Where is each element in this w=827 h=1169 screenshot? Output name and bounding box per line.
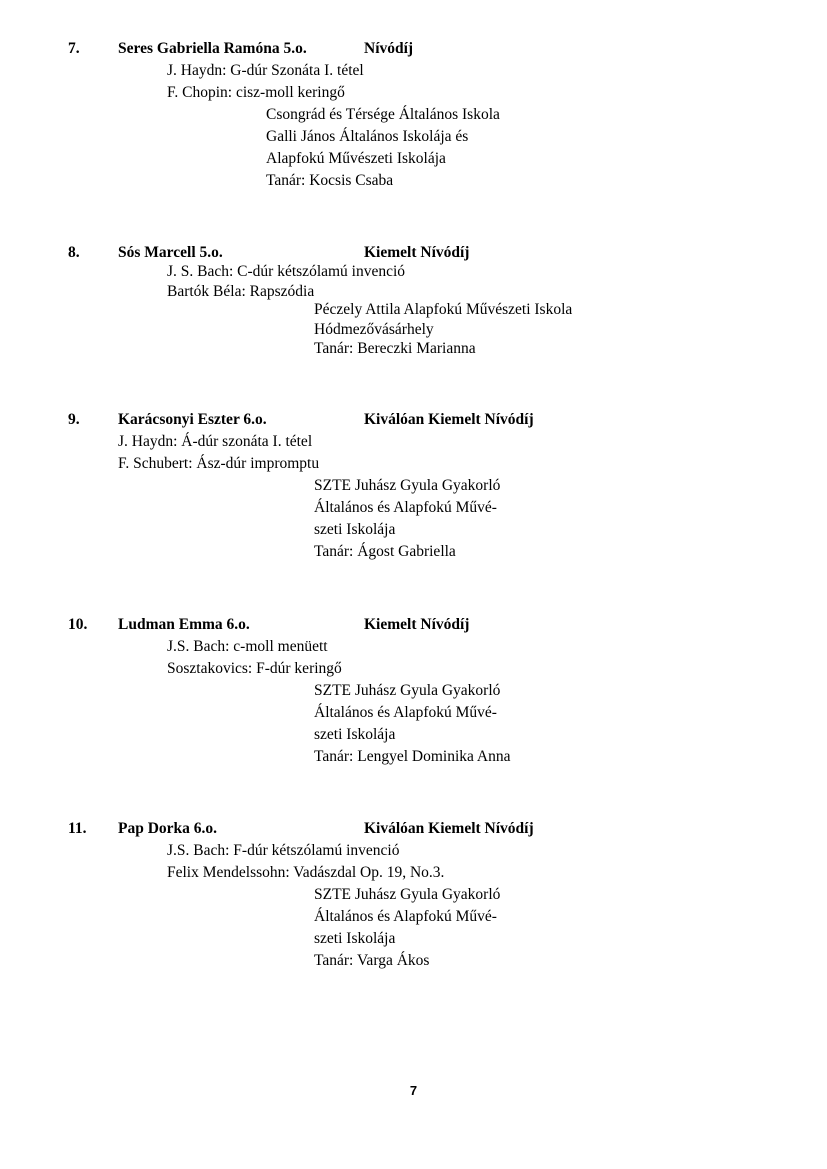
teacher: Tanár: Lengyel Dominika Anna [314,748,511,765]
school-line: Csongrád és Térsége Általános Iskola [266,106,500,123]
school-line: szeti Iskolája [314,930,396,947]
entry-number: 9. [68,411,80,428]
school-line: szeti Iskolája [314,726,396,743]
student-name: Sós Marcell 5.o. [118,244,223,261]
award: Kiemelt Nívódíj [364,616,470,633]
student-name: Seres Gabriella Ramóna 5.o. [118,40,307,57]
piece: Felix Mendelssohn: Vadászdal Op. 19, No.3. [167,864,445,881]
school-line: Galli János Általános Iskolája és [266,128,469,145]
school-line: SZTE Juhász Gyula Gyakorló [314,477,501,494]
teacher: Tanár: Varga Ákos [314,952,430,969]
teacher: Tanár: Ágost Gabriella [314,543,456,560]
school-line: Általános és Alapfokú Művé- [314,908,497,925]
entry-number: 8. [68,244,80,261]
entry-number: 11. [68,820,87,837]
student-name: Karácsonyi Eszter 6.o. [118,411,267,428]
piece: J.S. Bach: F-dúr kétszólamú invenció [167,842,400,859]
teacher: Tanár: Bereczki Marianna [314,340,476,357]
school-line: Általános és Alapfokú Művé- [314,499,497,516]
entry-number: 10. [68,616,88,633]
entry-number: 7. [68,40,80,57]
school-line: SZTE Juhász Gyula Gyakorló [314,682,501,699]
piece: J.S. Bach: c-moll menüett [167,638,328,655]
award: Kiválóan Kiemelt Nívódíj [364,411,534,428]
school-line: Általános és Alapfokú Művé- [314,704,497,721]
teacher: Tanár: Kocsis Csaba [266,172,394,189]
piece: Sosztakovics: F-dúr keringő [167,660,342,677]
award: Kiválóan Kiemelt Nívódíj [364,820,534,837]
school-line: Alapfokú Művészeti Iskolája [266,150,446,167]
piece: Bartók Béla: Rapszódia [167,283,315,300]
student-name: Ludman Emma 6.o. [118,616,250,633]
award: Kiemelt Nívódíj [364,244,470,261]
award: Nívódíj [364,40,414,57]
piece: F. Schubert: Ász-dúr impromptu [118,455,320,472]
piece: F. Chopin: cisz-moll keringő [167,84,345,101]
school-line: Hódmezővásárhely [314,321,434,338]
student-name: Pap Dorka 6.o. [118,820,218,837]
piece: J. Haydn: Á-dúr szonáta I. tétel [118,433,313,450]
page-number: 7 [409,1083,418,1098]
school-line: SZTE Juhász Gyula Gyakorló [314,886,501,903]
school-line: Péczely Attila Alapfokú Művészeti Iskola [314,301,573,318]
school-line: szeti Iskolája [314,521,396,538]
piece: J. S. Bach: C-dúr kétszólamú invenció [167,263,406,280]
piece: J. Haydn: G-dúr Szonáta I. tétel [167,62,364,79]
